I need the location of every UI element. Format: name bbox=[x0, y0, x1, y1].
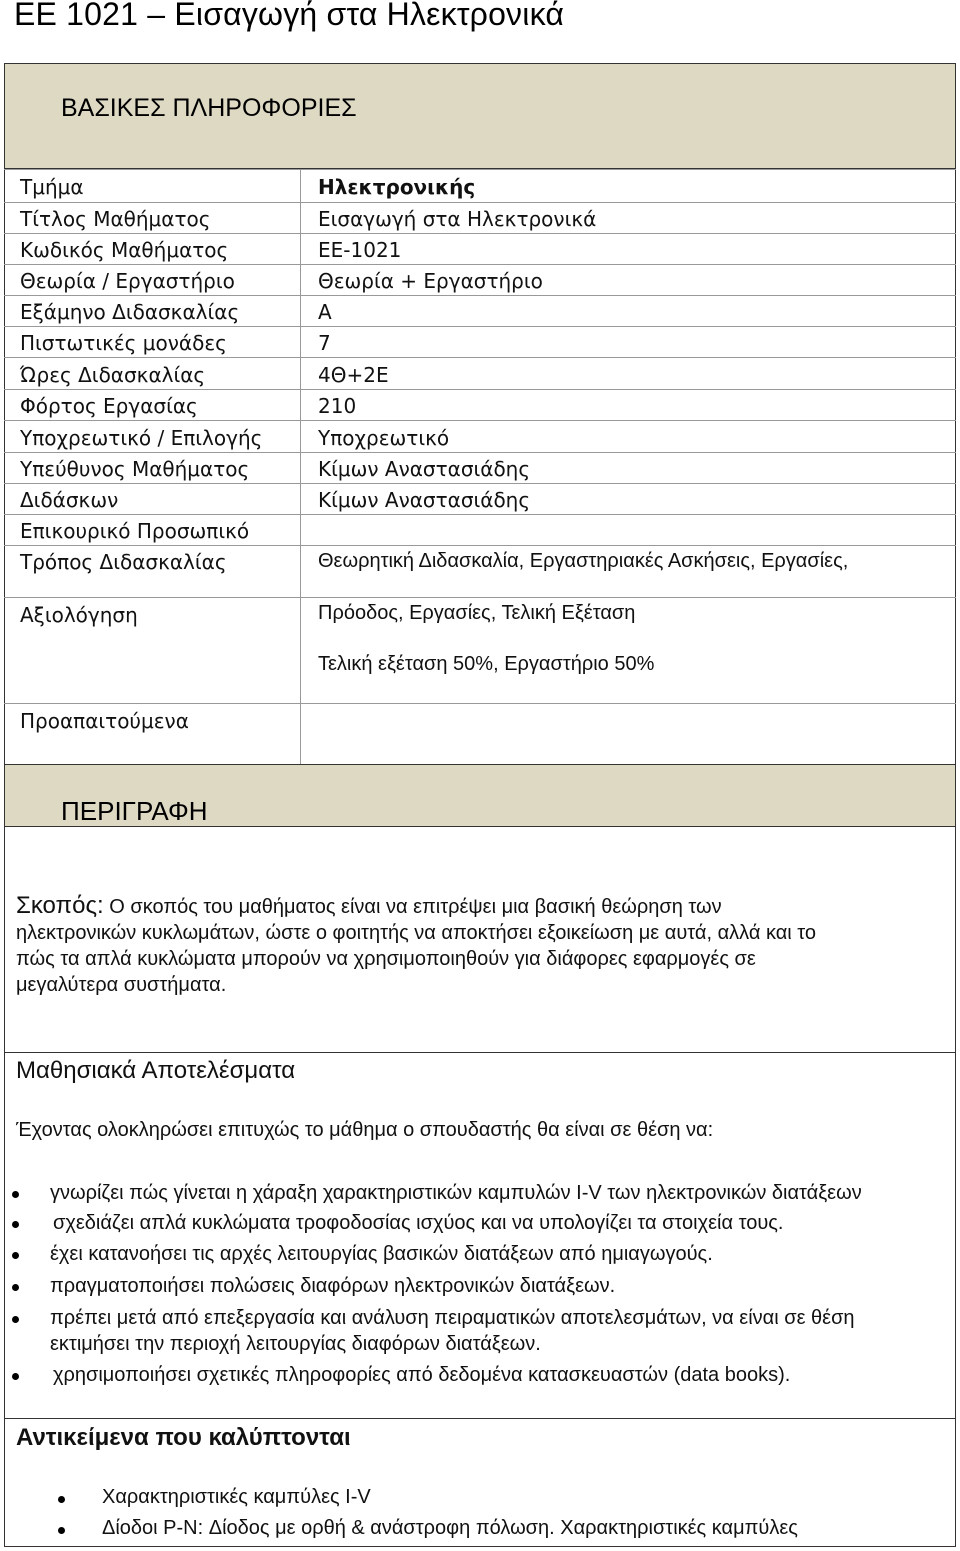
description-heading: ΠΕΡΙΓΡΑΦΗ bbox=[61, 796, 208, 826]
table-row bbox=[4, 326, 956, 357]
bullet-icon bbox=[12, 1284, 19, 1291]
table-row bbox=[4, 514, 956, 545]
row-value: Πρόοδος, Εργασίες, Τελική Εξέταση bbox=[318, 602, 636, 624]
row-value: 4Θ+2Ε bbox=[318, 363, 389, 387]
table-row bbox=[4, 295, 956, 326]
row-value: 7 bbox=[318, 331, 331, 355]
table-row bbox=[4, 233, 956, 264]
outcome-item: πραγματοποιήσει πολώσεις διαφόρων ηλεκτρονικών διατάξεων. bbox=[50, 1275, 616, 1297]
row-label: Θεωρία / Εργαστήριο bbox=[20, 269, 235, 293]
aim-label: Σκοπός: bbox=[16, 892, 104, 919]
outcome-item: χρησιμοποιήσει σχετικές πληροφορίες από δεδομένα κατασκευαστών (data books). bbox=[53, 1364, 791, 1386]
bullet-icon bbox=[12, 1221, 19, 1228]
row-label: Επικουρικό Προσωπικό bbox=[20, 519, 250, 543]
section-divider bbox=[4, 1418, 956, 1419]
row-label: Τμήμα bbox=[20, 175, 84, 199]
table-row bbox=[4, 389, 956, 420]
bullet-icon bbox=[58, 1496, 65, 1503]
table-row bbox=[4, 483, 956, 514]
basic-info-band bbox=[4, 63, 956, 169]
aim-paragraph bbox=[16, 893, 936, 998]
outcome-item: σχεδιάζει απλά κυκλώματα τροφοδοσίας ισχύος και να υπολογίζει τα στοιχεία τους. bbox=[53, 1212, 784, 1234]
topics-heading: Αντικείμενα που καλύπτονται bbox=[16, 1424, 351, 1451]
table-row bbox=[4, 703, 956, 764]
row-value: Εισαγωγή στα Ηλεκτρονικά bbox=[318, 207, 597, 231]
bullet-icon bbox=[58, 1527, 65, 1534]
bullet-icon bbox=[12, 1316, 19, 1323]
row-value-extra: Τελική εξέταση 50%, Εργαστήριο 50% bbox=[318, 653, 655, 675]
row-label: Ώρες Διδασκαλίας bbox=[20, 363, 206, 387]
description-band bbox=[4, 764, 956, 827]
row-label: Πιστωτικές μονάδες bbox=[20, 331, 227, 355]
outcomes-heading: Μαθησιακά Αποτελέσματα bbox=[16, 1057, 296, 1084]
aim-text-line: ηλεκτρονικών κυκλωμάτων, ώστε ο φοιτητής να αποκτήσει εξοικείωση με αυτά, αλλά και το bbox=[16, 922, 817, 944]
row-value: Κίμων Αναστασιάδης bbox=[318, 488, 531, 512]
table-row bbox=[4, 264, 956, 295]
table-row bbox=[4, 357, 956, 388]
bullet-icon bbox=[12, 1191, 19, 1198]
row-label: Κωδικός Μαθήματος bbox=[20, 238, 229, 262]
row-value: Θεωρία + Εργαστήριο bbox=[318, 269, 543, 293]
row-label: Διδάσκων bbox=[20, 488, 119, 512]
row-label: Τρόπος Διδασκαλίας bbox=[20, 550, 227, 574]
bullet-icon bbox=[12, 1373, 19, 1380]
row-label: Εξάμηνο Διδασκαλίας bbox=[20, 300, 240, 324]
row-value: 210 bbox=[318, 394, 357, 418]
outcome-item: πρέπει μετά από επεξεργασία και ανάλυση πειραματικών αποτελεσμάτων, να είναι σε θέση bbox=[50, 1307, 855, 1329]
document-title: ΕΕ 1021 – Εισαγωγή στα Ηλεκτρονικά bbox=[14, 0, 565, 32]
outcome-item: γνωρίζει πώς γίνεται η χάραξη χαρακτηριστικών καμπυλών I-V των ηλεκτρονικών διατάξεων bbox=[50, 1182, 862, 1204]
row-label: Υπεύθυνος Μαθήματος bbox=[20, 457, 250, 481]
row-label: Φόρτος Εργασίας bbox=[20, 394, 198, 418]
table-row bbox=[4, 420, 956, 451]
row-label: Αξιολόγηση bbox=[20, 603, 138, 627]
row-value: ΕΕ-1021 bbox=[318, 238, 402, 262]
table-row bbox=[4, 545, 956, 597]
row-value: Υποχρεωτικό bbox=[318, 426, 450, 450]
topic-item: Δίοδοι P-N: Δίοδος με ορθή & ανάστροφη πόλωση. Χαρακτηριστικές καμπύλες bbox=[102, 1517, 798, 1539]
table-row bbox=[4, 597, 956, 703]
row-value: Α bbox=[318, 300, 332, 324]
section-divider bbox=[4, 1052, 956, 1053]
basic-info-heading: ΒΑΣΙΚΕΣ ΠΛΗΡΟΦΟΡΙΕΣ bbox=[61, 94, 357, 122]
aim-text-line: πώς τα απλά κυκλώματα μπορούν να χρησιμοποιηθούν για διάφορες εφαρμογές σε bbox=[16, 948, 756, 970]
outcomes-intro: Έχοντας ολοκληρώσει επιτυχώς το μάθημα ο σπουδαστής θα είναι σε θέση να: bbox=[16, 1119, 714, 1141]
row-label: Τίτλος Μαθήματος bbox=[20, 207, 211, 231]
table-row bbox=[4, 452, 956, 483]
row-label: Προαπαιτούμενα bbox=[20, 709, 189, 733]
table-row bbox=[4, 169, 956, 200]
row-value: Ηλεκτρονικής bbox=[318, 175, 476, 199]
row-value: Κίμων Αναστασιάδης bbox=[318, 457, 531, 481]
row-label: Υποχρεωτικό / Επιλογής bbox=[20, 426, 263, 450]
bullet-icon bbox=[12, 1252, 19, 1259]
outcome-item: έχει κατανοήσει τις αρχές λειτουργίας βασικών διατάξεων από ημιαγωγούς. bbox=[50, 1243, 713, 1265]
topic-item: Χαρακτηριστικές καμπύλες I-V bbox=[102, 1486, 371, 1508]
aim-text-line: μεγαλύτερα συστήματα. bbox=[16, 974, 227, 996]
aim-text-line: Ο σκοπός του μαθήματος είναι να επιτρέψει μια βασική θεώρηση των bbox=[109, 896, 722, 918]
outcome-item-continuation: εκτιμήσει την περιοχή λειτουργίας διαφόρων διατάξεων. bbox=[50, 1333, 541, 1355]
row-value: Θεωρητική Διδασκαλία, Εργαστηριακές Ασκήσεις, Εργασίες, bbox=[318, 550, 849, 572]
table-row bbox=[4, 202, 956, 233]
